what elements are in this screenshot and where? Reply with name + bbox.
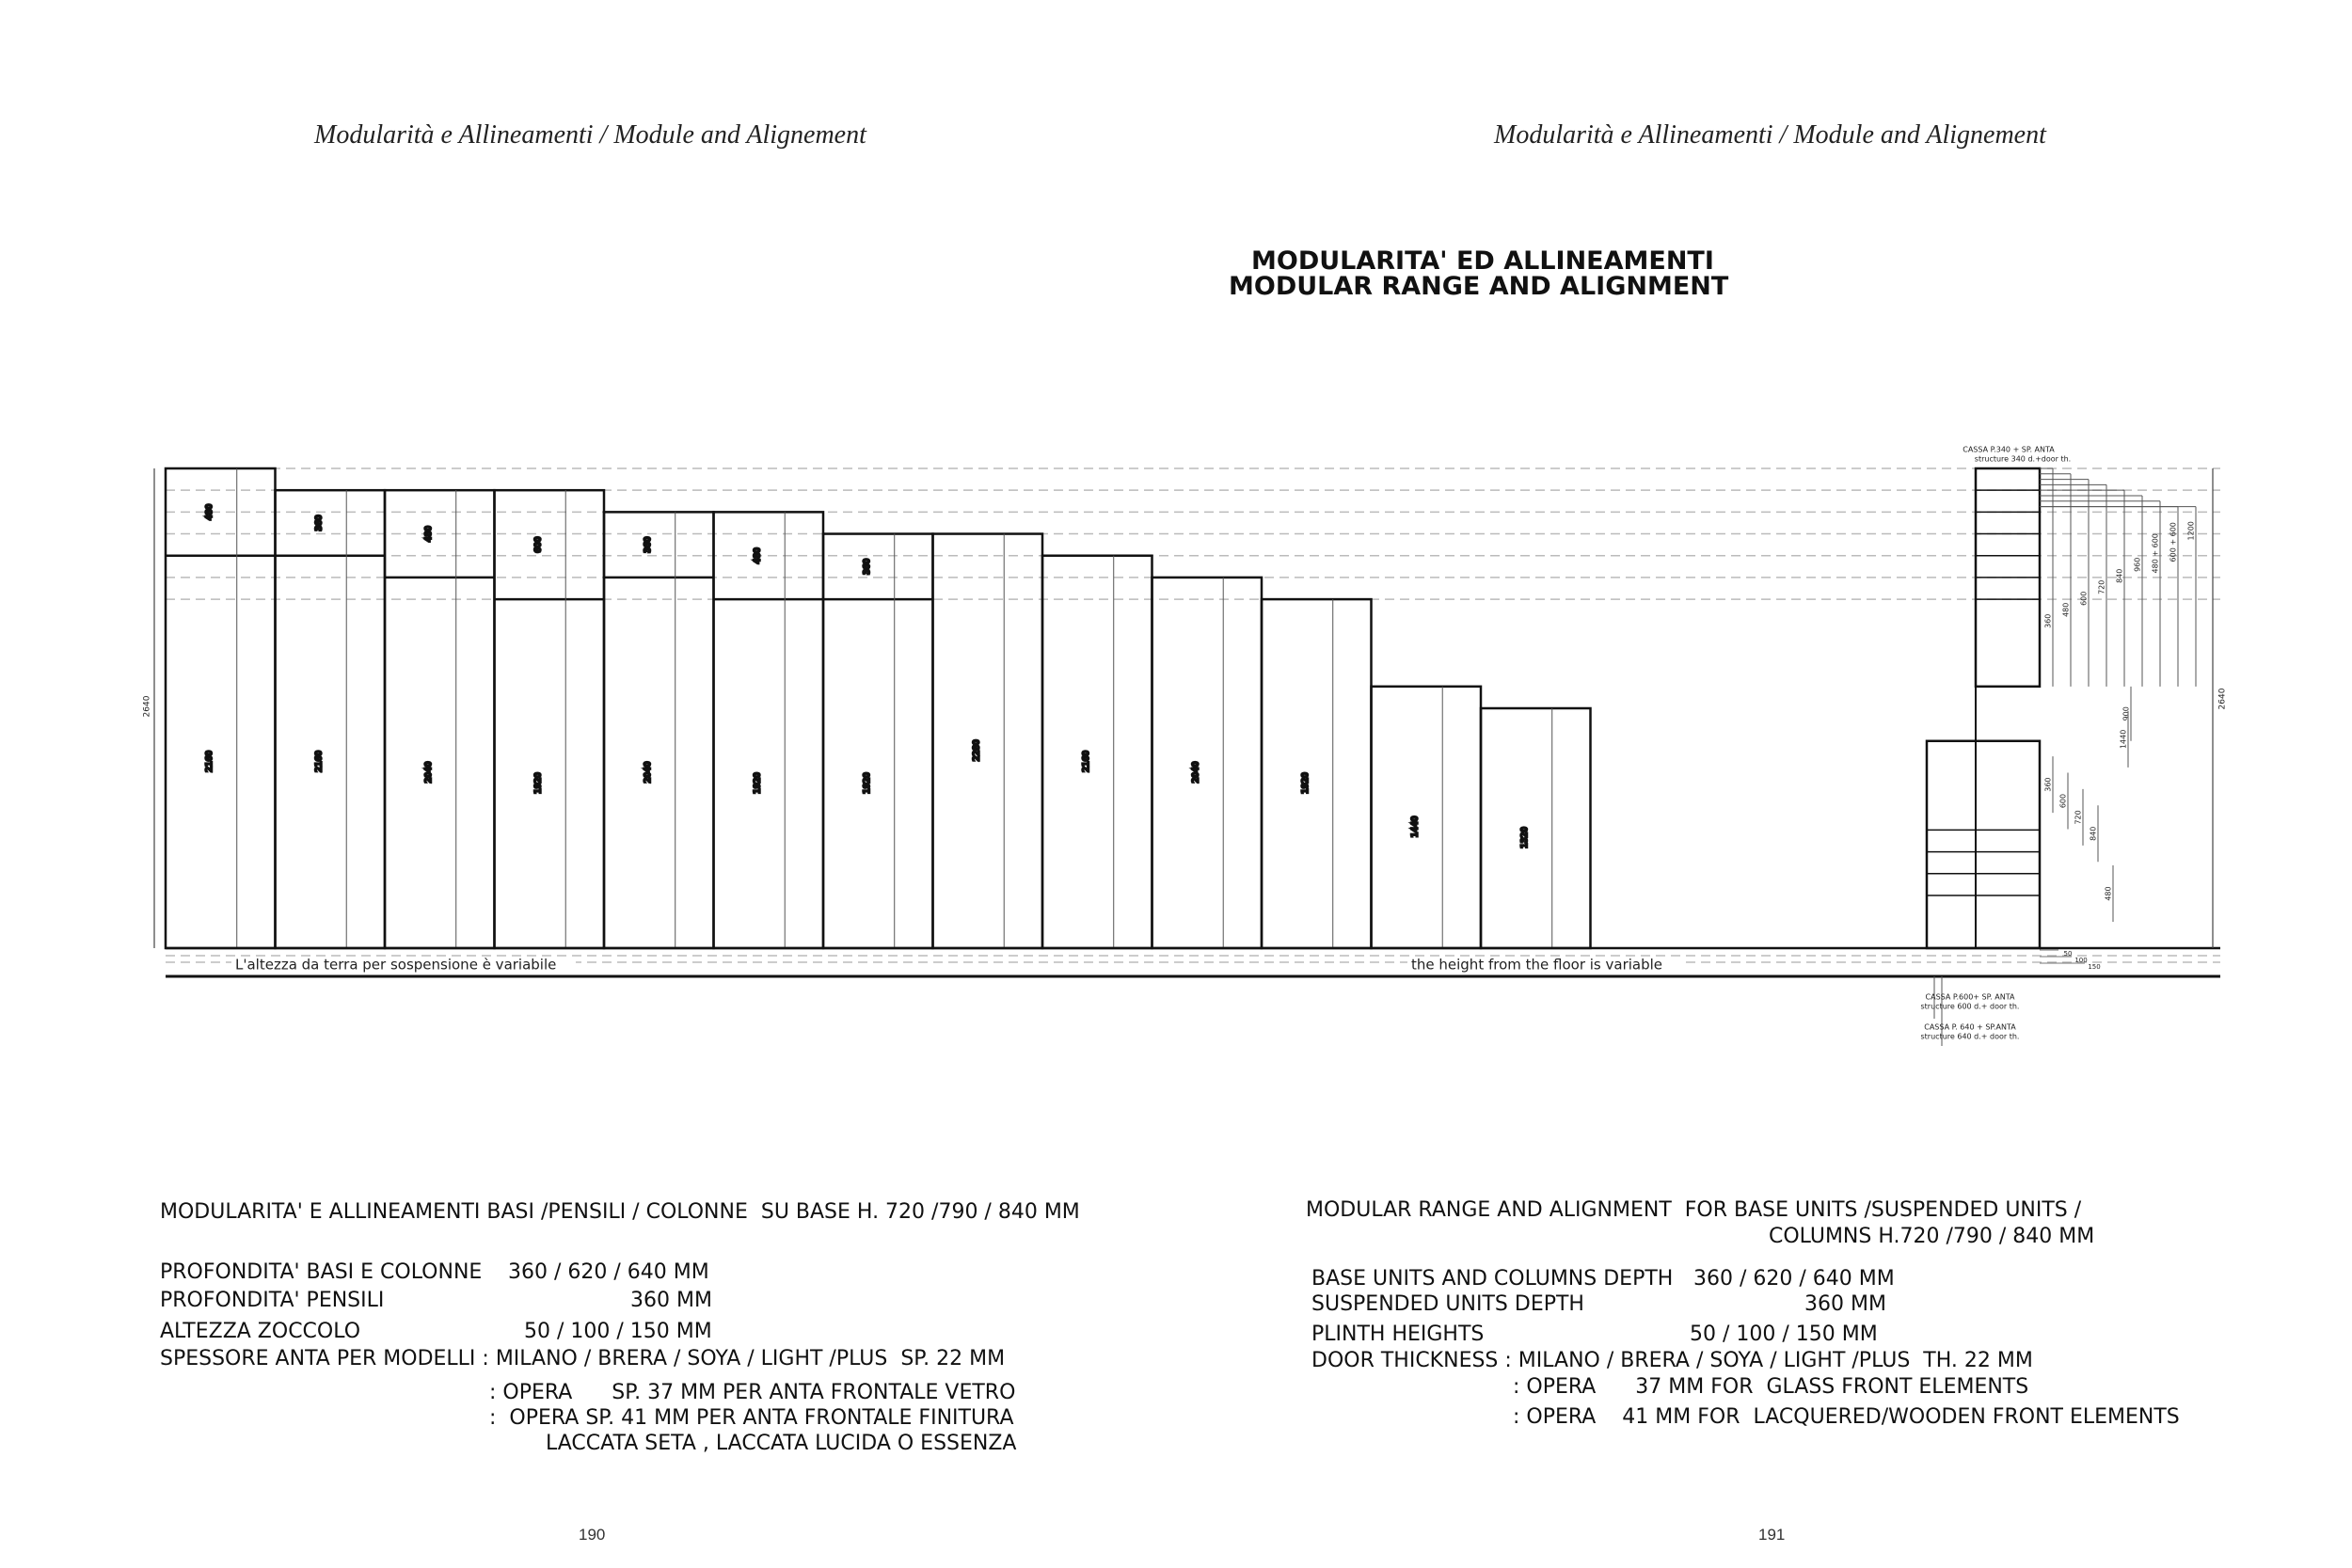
spec-wall-depth-label-en: SUSPENDED UNITS DEPTH — [1311, 1292, 1584, 1316]
column-bottom-dimension: 1920 — [533, 772, 544, 794]
column-unit-10 — [1152, 578, 1263, 948]
column-outline — [166, 468, 276, 948]
spec-heading-it: MODULARITA' E ALLINEAMENTI BASI /PENSILI / COLONNE SU BASE H. 720 /790 / 840 MM — [160, 1200, 1080, 1224]
column-unit-4 — [495, 490, 605, 948]
overall-height-label: 2640 — [142, 695, 152, 718]
side-upper-dim-label-6: 960 — [2133, 557, 2142, 572]
column-bottom-dimension: 2040 — [644, 761, 654, 784]
spec-depth-label-en: BASE UNITS AND COLUMNS DEPTH — [1311, 1267, 1674, 1291]
side-lower-label-2: structure 600 d.+ door th. — [1920, 1002, 2020, 1011]
column-bottom-dimension: 1320 — [1520, 827, 1531, 848]
spec-depth-value-en: 360 / 620 / 640 MM — [1693, 1267, 1895, 1291]
column-outline — [1481, 708, 1591, 948]
side-plinth-dim-label-2: 100 — [2074, 957, 2088, 964]
column-outline — [1152, 578, 1263, 948]
alignment-dashed-lines — [166, 468, 2220, 962]
side-upper-dim-label-8: 600 + 600 — [2169, 522, 2178, 562]
column-bottom-dimension: 1920 — [1301, 772, 1311, 794]
drawing-title-it: MODULARITA' ED ALLINEAMENTI — [1251, 246, 1714, 276]
column-outline — [1042, 556, 1152, 948]
column-unit-1 — [166, 468, 276, 948]
column-outline — [495, 490, 605, 948]
side-upper-dim-label-9: 1200 — [2186, 521, 2196, 541]
column-outline — [276, 490, 386, 948]
side-upper-dim-label-4: 720 — [2097, 579, 2106, 594]
column-bottom-dimension: 2040 — [424, 761, 435, 784]
spec-plinth-label-it: ALTEZZA ZOCCOLO — [160, 1320, 361, 1343]
column-bottom-dimension: 1920 — [863, 772, 873, 794]
column-outline — [1372, 687, 1482, 948]
side-middle-dim-label: 900 — [2122, 706, 2131, 721]
spec-opera-1-it: : OPERA SP. 37 MM PER ANTA FRONTALE VETRO — [489, 1381, 1016, 1404]
spec-heading-en-2: COLUMNS H.720 /790 / 840 MM — [1769, 1225, 2095, 1248]
side-lower-outline — [1927, 741, 2040, 948]
spec-wall-depth-value-it: 360 MM — [630, 1289, 712, 1312]
spec-depth-label-it: PROFONDITA' BASI E COLONNE — [160, 1260, 483, 1284]
column-unit-5 — [604, 512, 714, 948]
side-lower-label-1: CASSA P.600+ SP. ANTA — [1925, 992, 2015, 1002]
drawing-title-en: MODULAR RANGE AND ALIGNMENT — [1229, 272, 1729, 301]
side-lower-dim-label-5: 480 — [2104, 886, 2113, 901]
column-bottom-dimension: 2160 — [1082, 750, 1092, 772]
spec-plinth-label-en: PLINTH HEIGHTS — [1311, 1323, 1485, 1346]
side-plinth-dim-label-1: 50 — [2063, 950, 2073, 958]
column-bottom-dimension: 2160 — [314, 750, 325, 772]
side-upper-dim-label-5: 840 — [2115, 568, 2124, 583]
column-unit-12 — [1372, 687, 1482, 948]
column-unit-7 — [823, 534, 933, 948]
spec-wall-depth-label-it: PROFONDITA' PENSILI — [160, 1289, 385, 1312]
side-lower-dim-label-3: 720 — [2074, 810, 2083, 825]
column-top-dimension: 360 — [314, 515, 325, 531]
column-unit-11 — [1262, 599, 1372, 948]
spec-plinth-value-it: 50 / 100 / 150 MM — [524, 1320, 712, 1343]
side-overall-height-label: 2640 — [2217, 688, 2228, 710]
spec-opera-3-it: LACCATA SETA , LACCATA LUCIDA O ESSENZA — [546, 1432, 1017, 1455]
spec-wall-depth-value-en: 360 MM — [1804, 1292, 1886, 1316]
side-plinth-dim-label-3: 150 — [2088, 963, 2101, 971]
page-number-right: 191 — [1758, 1526, 1786, 1544]
page-number-left: 190 — [579, 1526, 606, 1544]
page-header-right: Modularità e Allineamenti / Module and Alignement — [1494, 120, 2046, 150]
column-outline — [823, 534, 933, 948]
floor-note-it: L'altezza da terra per sospensione è variabile — [235, 956, 557, 974]
spec-door-line-it: SPESSORE ANTA PER MODELLI : MILANO / BRERA / SOYA / LIGHT /PLUS SP. 22 MM — [160, 1347, 1006, 1370]
side-lower-label-3: CASSA P. 640 + SP.ANTA — [1924, 1022, 2016, 1032]
column-bottom-dimension: 2160 — [205, 750, 215, 772]
column-outline — [933, 534, 1043, 948]
floor-note-en: the height from the floor is variable — [1411, 956, 1663, 974]
spec-door-line-en: DOOR THICKNESS : MILANO / BRERA / SOYA / LIGHT /PLUS TH. 22 MM — [1311, 1349, 2033, 1372]
spec-opera-2-en: : OPERA 41 MM FOR LACQUERED/WOODEN FRONT ELEMENTS — [1513, 1405, 2180, 1429]
column-unit-13 — [1481, 708, 1591, 948]
column-top-dimension: 360 — [644, 536, 654, 553]
side-lower-dim-label-2: 600 — [2058, 793, 2068, 809]
side-upper-dim-label-2: 480 — [2061, 602, 2071, 617]
side-upper-unit — [1976, 468, 2040, 687]
spec-plinth-value-en: 50 / 100 / 150 MM — [1690, 1323, 1878, 1346]
side-section — [1921, 446, 2228, 1047]
side-lower-dim-label-4: 840 — [2089, 826, 2098, 841]
column-unit-8 — [933, 534, 1043, 948]
column-top-dimension: 360 — [863, 558, 873, 575]
side-lower-unit — [1927, 741, 2040, 948]
side-upper-label-1: CASSA P.340 + SP. ANTA — [1963, 445, 2055, 454]
side-upper-dim-label-7: 480 + 600 — [2151, 533, 2160, 574]
column-unit-9 — [1042, 556, 1152, 948]
column-outline — [385, 490, 495, 948]
side-upper-label-2: structure 340 d.+door th. — [1974, 454, 2072, 464]
column-unit-3 — [385, 490, 495, 948]
side-upper-dim-label-3: 600 — [2079, 591, 2089, 606]
column-top-dimension: 600 — [533, 536, 544, 553]
column-top-dimension: 480 — [205, 503, 215, 520]
spec-depth-value-it: 360 / 620 / 640 MM — [508, 1260, 709, 1284]
column-units — [166, 468, 1591, 948]
spec-opera-2-it: : OPERA SP. 41 MM PER ANTA FRONTALE FINITURA — [489, 1406, 1014, 1430]
column-bottom-dimension: 2280 — [972, 739, 982, 762]
column-bottom-dimension: 1920 — [753, 772, 763, 794]
column-unit-2 — [276, 490, 386, 948]
spec-heading-en-1: MODULAR RANGE AND ALIGNMENT FOR BASE UNITS /SUSPENDED UNITS / — [1306, 1198, 2082, 1222]
side-lower-dim-label-1: 360 — [2043, 777, 2053, 792]
column-top-dimension: 480 — [753, 547, 763, 564]
side-upper-dim-label-1: 360 — [2043, 613, 2053, 628]
side-lower-label-4: structure 640 d.+ door th. — [1920, 1032, 2020, 1041]
column-top-dimension: 480 — [424, 525, 435, 543]
page-header-left: Modularità e Allineamenti / Module and Alignement — [314, 120, 866, 150]
spec-opera-1-en: : OPERA 37 MM FOR GLASS FRONT ELEMENTS — [1513, 1375, 2029, 1399]
column-outline — [1262, 599, 1372, 948]
column-bottom-dimension: 2040 — [1191, 761, 1201, 784]
column-bottom-dimension: 1440 — [1410, 816, 1421, 838]
side-lower-dim-label-6: 1440 — [2119, 729, 2128, 750]
floor-lines — [143, 468, 2221, 976]
